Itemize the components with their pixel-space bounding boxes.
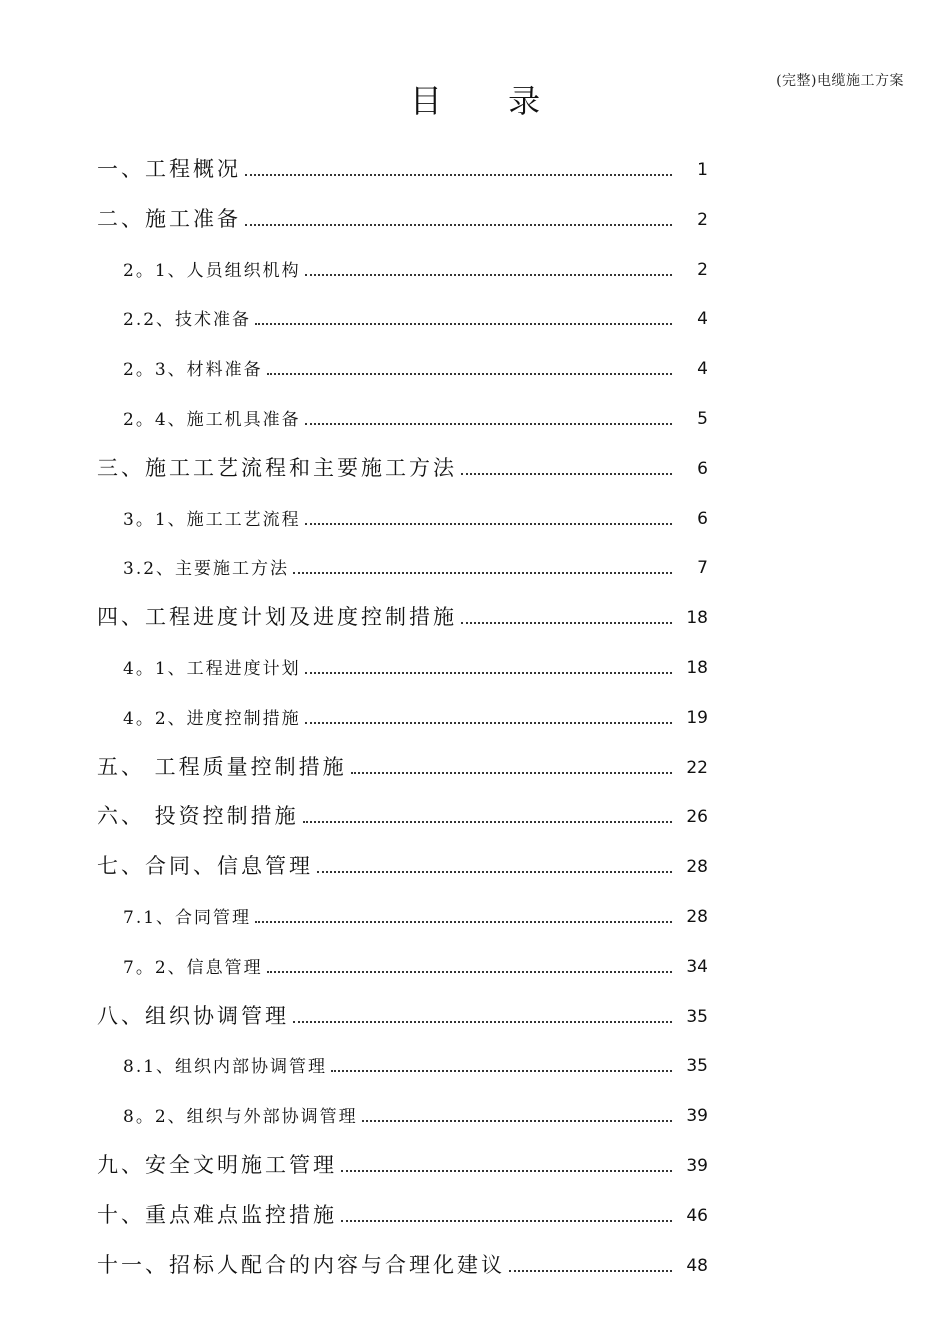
toc-entry[interactable]: [0, 439, 950, 479]
toc-entry[interactable]: [0, 1136, 950, 1176]
toc-entry-label: 七、合同、信息管理: [97, 854, 313, 879]
toc-entry-label: 8.1、组织内部协调管理: [123, 1057, 328, 1078]
toc-entry-label: 7。2、信息管理: [123, 957, 263, 978]
toc-leader-dots: [255, 920, 672, 923]
toc-entry-page-number: 22: [686, 757, 708, 778]
toc-entry[interactable]: [0, 289, 950, 329]
toc-entry-page-number: 34: [686, 956, 708, 977]
toc-entry-label: 四、工程进度计划及进度控制措施: [97, 605, 457, 630]
toc-entry[interactable]: [0, 937, 950, 977]
toc-entry-label: 五、 工程质量控制措施: [97, 754, 347, 779]
toc-entry[interactable]: [0, 190, 950, 230]
toc-entry-label: 六、 投资控制措施: [97, 804, 299, 829]
toc-entry[interactable]: [0, 987, 950, 1027]
toc-entry[interactable]: [0, 837, 950, 877]
toc-entry-page-number: 28: [686, 857, 708, 878]
toc-leader-dots: [341, 1219, 672, 1222]
toc-entry[interactable]: [0, 140, 950, 180]
toc-leader-dots: [245, 173, 672, 176]
toc-entry-page-number: 35: [686, 1006, 708, 1027]
toc-entry-page-number: 18: [686, 608, 708, 629]
toc-entry-page-number: 6: [697, 508, 708, 529]
toc-entry-label: 十、重点难点监控措施: [97, 1202, 337, 1227]
toc-entry[interactable]: [0, 787, 950, 827]
toc-entry[interactable]: [0, 1236, 950, 1276]
toc-leader-dots: [305, 671, 672, 674]
toc-entry-label: 八、组织协调管理: [97, 1003, 289, 1028]
toc-entry-page-number: 5: [697, 409, 708, 429]
toc-entry[interactable]: [0, 489, 950, 529]
toc-entry-page-number: 46: [686, 1205, 708, 1226]
toc-leader-dots: [245, 223, 672, 226]
toc-leader-dots: [305, 721, 672, 724]
toc-leader-dots: [293, 1020, 672, 1023]
toc-entry-page-number: 39: [686, 1156, 708, 1176]
toc-entry-label: 3.2、主要施工方法: [123, 559, 290, 580]
toc-entry-page-number: 1: [697, 160, 708, 180]
toc-entry-label: 一、工程概况: [97, 157, 241, 181]
toc-entry[interactable]: [0, 887, 950, 927]
toc-entry-page-number: 4: [697, 309, 708, 330]
toc-entry-page-number: 35: [686, 1056, 708, 1077]
toc-leader-dots: [331, 1069, 672, 1072]
toc-entry[interactable]: [0, 738, 950, 778]
toc-entry-page-number: 6: [697, 458, 708, 479]
toc-entry-label: 3。1、施工工艺流程: [123, 509, 301, 530]
toc-entry-label: 2。3、材料准备: [123, 360, 263, 381]
toc-entry[interactable]: [0, 1186, 950, 1226]
toc-entry-label: 二、施工准备: [97, 206, 241, 231]
toc-entry-page-number: 28: [686, 907, 708, 927]
toc-leader-dots: [255, 322, 672, 325]
toc-entry-page-number: 4: [697, 359, 708, 380]
page-title: 目 录: [409, 82, 569, 120]
toc-entry-label: 8。2、组织与外部协调管理: [123, 1107, 358, 1128]
toc-entry-page-number: 2: [697, 209, 708, 230]
toc-entry[interactable]: [0, 538, 950, 578]
header-note: (完整)电缆施工方案: [776, 73, 904, 89]
toc-entry-label: 2.2、技术准备: [123, 310, 252, 331]
toc-leader-dots: [461, 472, 672, 475]
toc-entry-page-number: 19: [686, 707, 708, 728]
toc-entry-label: 三、施工工艺流程和主要施工方法: [97, 455, 457, 480]
toc-leader-dots: [267, 372, 672, 375]
toc-entry[interactable]: [0, 588, 950, 628]
toc-entry[interactable]: [0, 688, 950, 728]
toc-leader-dots: [351, 771, 672, 774]
toc-entry[interactable]: [0, 339, 950, 379]
toc-entry-label: 2。1、人员组织机构: [123, 260, 301, 281]
toc-entry-label: 2。4、施工机具准备: [123, 410, 301, 430]
toc-entry-page-number: 7: [697, 558, 708, 579]
toc-leader-dots: [509, 1269, 672, 1272]
toc-leader-dots: [305, 273, 672, 276]
toc-entry[interactable]: [0, 1036, 950, 1076]
toc-entry-page-number: 2: [697, 259, 708, 280]
toc-entry[interactable]: [0, 240, 950, 280]
toc-entry[interactable]: [0, 638, 950, 678]
toc-leader-dots: [267, 970, 672, 973]
toc-leader-dots: [341, 1169, 672, 1172]
toc-leader-dots: [305, 422, 672, 425]
toc-entry-page-number: 18: [686, 658, 708, 678]
toc-leader-dots: [317, 870, 672, 873]
toc-entry[interactable]: [0, 389, 950, 429]
toc-entry-page-number: 39: [686, 1106, 708, 1127]
toc-leader-dots: [461, 621, 672, 624]
toc-entry-label: 7.1、合同管理: [123, 908, 252, 928]
toc-leader-dots: [362, 1119, 672, 1122]
toc-leader-dots: [293, 571, 672, 574]
toc-entry-label: 4。1、工程进度计划: [123, 659, 301, 679]
toc-entry-label: 九、安全文明施工管理: [97, 1153, 337, 1177]
toc-entry-page-number: 48: [686, 1255, 708, 1276]
toc-entry-label: 4。2、进度控制措施: [123, 708, 301, 729]
toc-leader-dots: [303, 820, 672, 823]
toc-entry[interactable]: [0, 1086, 950, 1126]
toc-leader-dots: [305, 522, 672, 525]
toc-entry-label: 十一、招标人配合的内容与合理化建议: [97, 1252, 505, 1277]
toc-entry-page-number: 26: [686, 807, 708, 828]
